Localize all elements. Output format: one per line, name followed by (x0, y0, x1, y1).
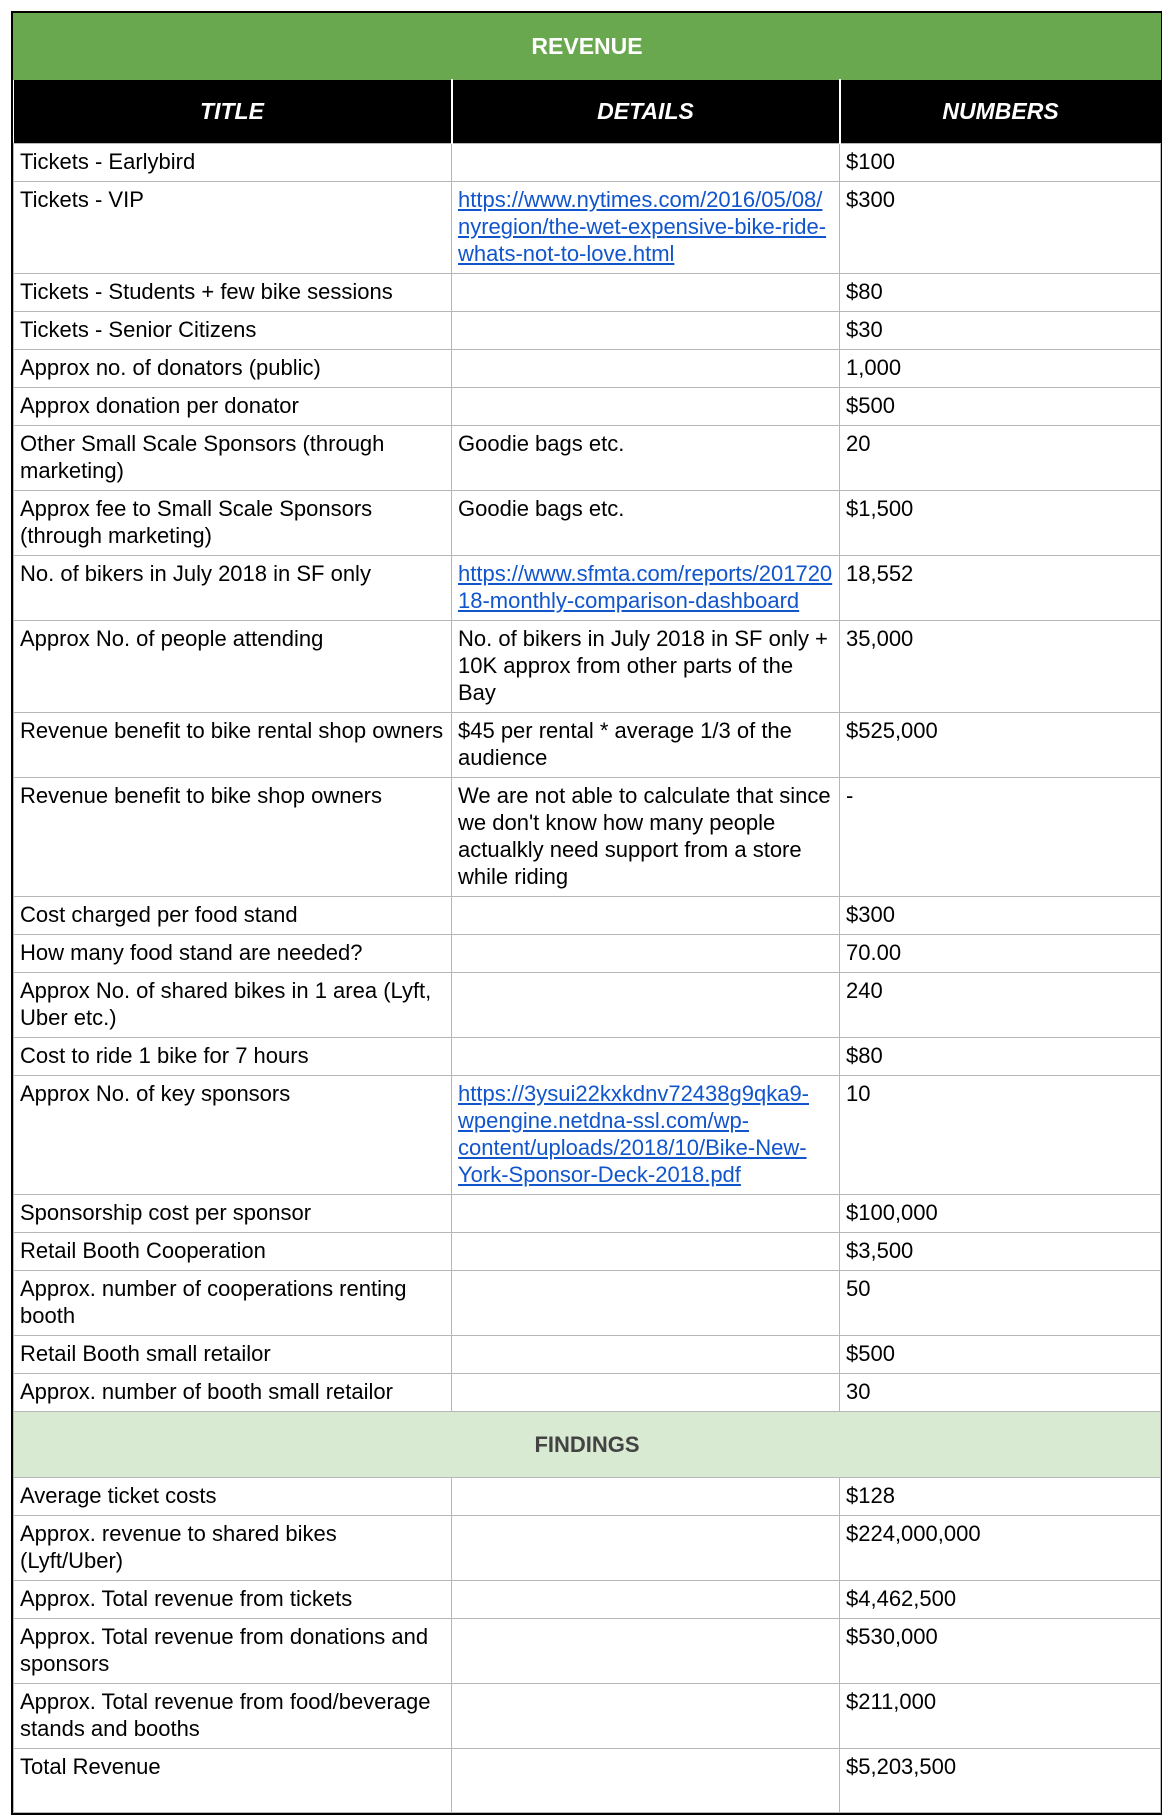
row-title-cell[interactable]: No. of bikers in July 2018 in SF only (14, 556, 452, 621)
row-title-cell[interactable]: Approx. Total revenue from donations and sponsors (14, 1619, 452, 1684)
revenue-header: REVENUE (14, 14, 1161, 80)
row-details-cell[interactable]: $45 per rental * average 1/3 of the audience (452, 713, 840, 778)
row-details-cell[interactable] (452, 182, 840, 274)
row-details-cell[interactable] (452, 144, 840, 182)
row-title-cell[interactable]: Approx No. of key sponsors (14, 1076, 452, 1195)
row-details-cell[interactable]: Goodie bags etc. (452, 426, 840, 491)
row-details-cell[interactable] (452, 274, 840, 312)
table-row (14, 182, 1161, 274)
row-title-cell[interactable]: Approx. Total revenue from tickets (14, 1581, 452, 1619)
row-details-cell[interactable] (452, 1619, 840, 1684)
table-row (14, 1076, 1161, 1195)
row-title-cell[interactable]: Approx. number of booth small retailor (14, 1374, 452, 1412)
row-title-cell[interactable]: Retail Booth small retailor (14, 1336, 452, 1374)
row-title-cell[interactable]: Tickets - Earlybird (14, 144, 452, 182)
row-title-cell[interactable]: Sponsorship cost per sponsor (14, 1195, 452, 1233)
row-title-cell[interactable]: Total Revenue (14, 1749, 452, 1813)
row-number-cell[interactable]: $300 (840, 897, 1161, 935)
row-title-cell[interactable]: Approx No. of people attending (14, 621, 452, 713)
row-number-cell[interactable]: 50 (840, 1271, 1161, 1336)
details-link[interactable]: https://3ysui22kxkdnv72438g9qka9-wpengine.netdna-ssl.com/wp-content/uploads/2018/10/Bike-New-York-Sponsor-Deck-2018.pdf (458, 1081, 810, 1187)
table-row (14, 144, 1161, 182)
table-row (14, 312, 1161, 350)
row-details-cell[interactable] (452, 1076, 840, 1195)
column-details-header[interactable]: DETAILS (452, 80, 840, 144)
table-row (14, 1195, 1161, 1233)
row-details-cell[interactable] (452, 1271, 840, 1336)
row-title-cell[interactable]: Average ticket costs (14, 1478, 452, 1516)
row-details-cell[interactable]: We are not able to calculate that since we don't know how many people actualkly need support from a store while riding (452, 778, 840, 897)
table-row (14, 274, 1161, 312)
row-details-cell[interactable] (452, 1336, 840, 1374)
table-row (14, 1336, 1161, 1374)
table-row (14, 778, 1161, 897)
row-title-cell[interactable]: Cost charged per food stand (14, 897, 452, 935)
table-row (14, 935, 1161, 973)
row-number-cell[interactable]: $3,500 (840, 1233, 1161, 1271)
revenue-band-row (14, 14, 1161, 80)
row-title-cell[interactable]: Revenue benefit to bike shop owners (14, 778, 452, 897)
table-row (14, 556, 1161, 621)
row-details-cell[interactable] (452, 1581, 840, 1619)
row-details-cell[interactable] (452, 935, 840, 973)
row-number-cell[interactable]: 240 (840, 973, 1161, 1038)
row-number-cell[interactable]: 70.00 (840, 935, 1161, 973)
row-number-cell[interactable]: $80 (840, 1038, 1161, 1076)
table-row (14, 973, 1161, 1038)
table-row (14, 713, 1161, 778)
row-number-cell[interactable]: $211,000 (840, 1684, 1161, 1749)
details-link[interactable]: https://www.sfmta.com/reports/20172018-monthly-comparison-dashboard (458, 561, 833, 613)
table-row (14, 1233, 1161, 1271)
findings-band-row (14, 1412, 1161, 1478)
findings-header: FINDINGS (14, 1412, 1161, 1478)
table-row (14, 1684, 1161, 1749)
table-row (14, 621, 1161, 713)
row-details-cell[interactable] (452, 1374, 840, 1412)
row-title-cell[interactable]: Tickets - Senior Citizens (14, 312, 452, 350)
row-title-cell[interactable]: Approx No. of shared bikes in 1 area (Lyft, Uber etc.) (14, 973, 452, 1038)
table-row (14, 1749, 1161, 1813)
table-row (14, 1038, 1161, 1076)
row-number-cell[interactable]: $30 (840, 312, 1161, 350)
row-number-cell[interactable]: $80 (840, 274, 1161, 312)
row-title-cell[interactable]: Other Small Scale Sponsors (through marketing) (14, 426, 452, 491)
row-number-cell[interactable]: $500 (840, 388, 1161, 426)
row-number-cell[interactable]: $224,000,000 (840, 1516, 1161, 1581)
row-title-cell[interactable]: Cost to ride 1 bike for 7 hours (14, 1038, 452, 1076)
row-details-cell[interactable] (452, 1749, 840, 1813)
row-title-cell[interactable]: Tickets - VIP (14, 182, 452, 274)
row-title-cell[interactable]: Tickets - Students + few bike sessions (14, 274, 452, 312)
details-link[interactable]: https://www.nytimes.com/2016/05/08/nyregion/the-wet-expensive-bike-ride-whats-not-to-love.html (458, 187, 827, 266)
table-row (14, 1516, 1161, 1581)
row-details-cell[interactable] (452, 1233, 840, 1271)
row-details-cell[interactable] (452, 350, 840, 388)
row-details-cell[interactable]: No. of bikers in July 2018 in SF only + 10K approx from other parts of the Bay (452, 621, 840, 713)
row-number-cell[interactable]: 30 (840, 1374, 1161, 1412)
row-details-cell[interactable] (452, 556, 840, 621)
row-number-cell[interactable]: $1,500 (840, 491, 1161, 556)
row-details-cell[interactable] (452, 973, 840, 1038)
row-details-cell[interactable] (452, 1195, 840, 1233)
row-number-cell[interactable]: $4,462,500 (840, 1581, 1161, 1619)
table-row (14, 426, 1161, 491)
table-row (14, 350, 1161, 388)
row-details-cell[interactable] (452, 1684, 840, 1749)
table-row (14, 1581, 1161, 1619)
table-row (14, 897, 1161, 935)
column-title-header[interactable]: TITLE (14, 80, 452, 144)
row-title-cell[interactable]: How many food stand are needed? (14, 935, 452, 973)
column-header-row (14, 80, 1161, 144)
row-title-cell[interactable]: Approx. Total revenue from food/beverage stands and booths (14, 1684, 452, 1749)
row-number-cell[interactable]: $100,000 (840, 1195, 1161, 1233)
row-number-cell[interactable]: $500 (840, 1336, 1161, 1374)
revenue-sheet (11, 11, 1162, 1815)
table-row (14, 1619, 1161, 1684)
row-number-cell[interactable]: $300 (840, 182, 1161, 274)
row-title-cell[interactable]: Approx. number of cooperations renting booth (14, 1271, 452, 1336)
row-number-cell[interactable]: - (840, 778, 1161, 897)
row-details-cell[interactable] (452, 1516, 840, 1581)
row-title-cell[interactable]: Approx. revenue to shared bikes (Lyft/Uber) (14, 1516, 452, 1581)
table-row (14, 1271, 1161, 1336)
row-number-cell[interactable]: 18,552 (840, 556, 1161, 621)
row-number-cell[interactable]: 1,000 (840, 350, 1161, 388)
row-details-cell[interactable] (452, 1478, 840, 1516)
table-row (14, 1374, 1161, 1412)
row-title-cell[interactable]: Approx no. of donators (public) (14, 350, 452, 388)
row-details-cell[interactable] (452, 1038, 840, 1076)
table-row (14, 491, 1161, 556)
row-details-cell[interactable] (452, 897, 840, 935)
row-number-cell[interactable]: $100 (840, 144, 1161, 182)
row-title-cell[interactable]: Retail Booth Cooperation (14, 1233, 452, 1271)
table-row (14, 388, 1161, 426)
revenue-table (13, 13, 1161, 1813)
row-number-cell[interactable]: $530,000 (840, 1619, 1161, 1684)
row-number-cell[interactable]: $525,000 (840, 713, 1161, 778)
row-number-cell[interactable]: $128 (840, 1478, 1161, 1516)
row-details-cell[interactable]: Goodie bags etc. (452, 491, 840, 556)
row-details-cell[interactable] (452, 312, 840, 350)
row-number-cell[interactable]: $5,203,500 (840, 1749, 1161, 1813)
row-number-cell[interactable]: 20 (840, 426, 1161, 491)
column-numbers-header[interactable]: NUMBERS (840, 80, 1161, 144)
row-title-cell[interactable]: Approx donation per donator (14, 388, 452, 426)
row-title-cell[interactable]: Approx fee to Small Scale Sponsors (through marketing) (14, 491, 452, 556)
row-title-cell[interactable]: Revenue benefit to bike rental shop owners (14, 713, 452, 778)
row-details-cell[interactable] (452, 388, 840, 426)
table-row (14, 1478, 1161, 1516)
row-number-cell[interactable]: 10 (840, 1076, 1161, 1195)
row-number-cell[interactable]: 35,000 (840, 621, 1161, 713)
